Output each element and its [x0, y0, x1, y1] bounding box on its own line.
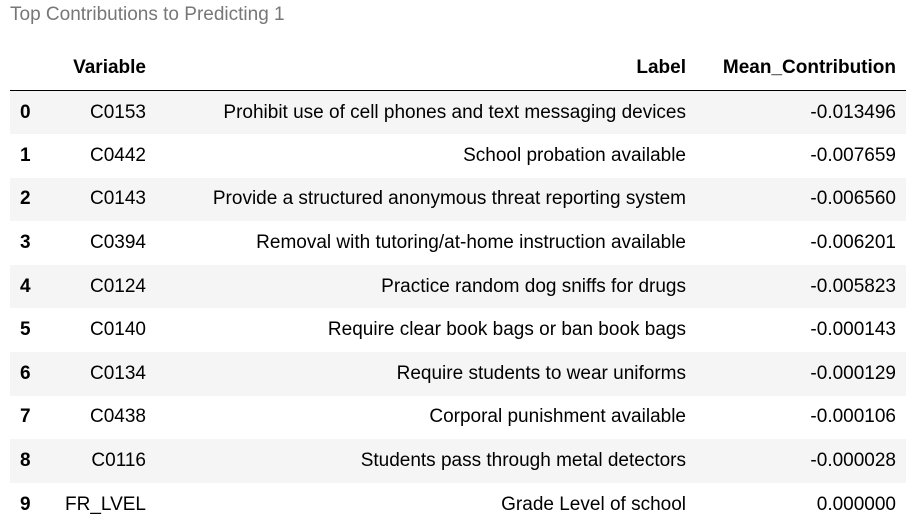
cell-label: Practice random dog sniffs for drugs	[381, 275, 686, 297]
table-row	[10, 265, 906, 309]
cell-label: Require clear book bags or ban book bags	[327, 319, 686, 341]
header-row	[10, 46, 906, 91]
cell-mean-contribution: -0.000143	[810, 319, 896, 341]
row-index: 3	[20, 232, 31, 254]
cell-label: Require students to wear uniforms	[396, 362, 686, 384]
header-label: Label	[156, 46, 696, 91]
row-index: 7	[20, 406, 31, 428]
row-index: 9	[20, 493, 31, 515]
cell-variable: C0442	[90, 144, 146, 166]
cell-variable: C0394	[90, 232, 146, 254]
row-index: 6	[20, 362, 31, 384]
table-row	[10, 221, 906, 265]
cell-label: Corporal punishment available	[429, 406, 686, 428]
cell-label: Removal with tutoring/at-home instruction available	[256, 232, 686, 254]
header-variable: Variable	[52, 46, 156, 91]
header-mean-contribution: Mean_Contribution	[696, 46, 906, 91]
header-index	[10, 46, 52, 91]
table-caption: Top Contributions to Predicting 1	[10, 4, 285, 25]
cell-mean-contribution: -0.005823	[810, 275, 896, 297]
cell-mean-contribution: -0.000106	[810, 406, 896, 428]
cell-variable: C0116	[91, 450, 146, 472]
row-index: 2	[20, 188, 31, 210]
cell-variable: FR_LVEL	[65, 493, 146, 515]
cell-label: Grade Level of school	[501, 493, 686, 515]
row-index: 0	[20, 101, 31, 123]
row-index: 4	[20, 275, 31, 297]
cell-variable: C0140	[90, 319, 146, 341]
row-index: 1	[20, 144, 31, 166]
table-header	[10, 46, 906, 91]
table-row	[10, 134, 906, 178]
cell-mean-contribution: -0.007659	[810, 144, 896, 166]
cell-variable: C0153	[90, 101, 146, 123]
cell-mean-contribution: -0.000129	[810, 362, 896, 384]
row-index: 5	[20, 319, 31, 341]
row-index: 8	[20, 450, 31, 472]
cell-mean-contribution: 0.000000	[816, 493, 896, 515]
table-row	[10, 308, 906, 352]
table-row	[10, 396, 906, 440]
table-row	[10, 178, 906, 222]
cell-label: School probation available	[463, 144, 686, 166]
cell-mean-contribution: -0.000028	[810, 450, 896, 472]
cell-label: Prohibit use of cell phones and text messaging devices	[223, 101, 686, 123]
cell-label: Provide a structured anonymous threat reporting system	[212, 188, 686, 210]
data-table	[10, 46, 906, 526]
cell-variable: C0143	[90, 188, 146, 210]
table-row	[10, 91, 906, 135]
table-body	[10, 91, 906, 527]
cell-variable: C0438	[90, 406, 146, 428]
cell-variable: C0124	[90, 275, 146, 297]
table-row	[10, 352, 906, 396]
cell-label: Students pass through metal detectors	[360, 450, 686, 472]
table-row	[10, 483, 906, 527]
cell-mean-contribution: -0.006201	[810, 232, 896, 254]
cell-variable: C0134	[90, 362, 146, 384]
cell-mean-contribution: -0.006560	[810, 188, 896, 210]
table-row	[10, 439, 906, 483]
cell-mean-contribution: -0.013496	[810, 101, 896, 123]
